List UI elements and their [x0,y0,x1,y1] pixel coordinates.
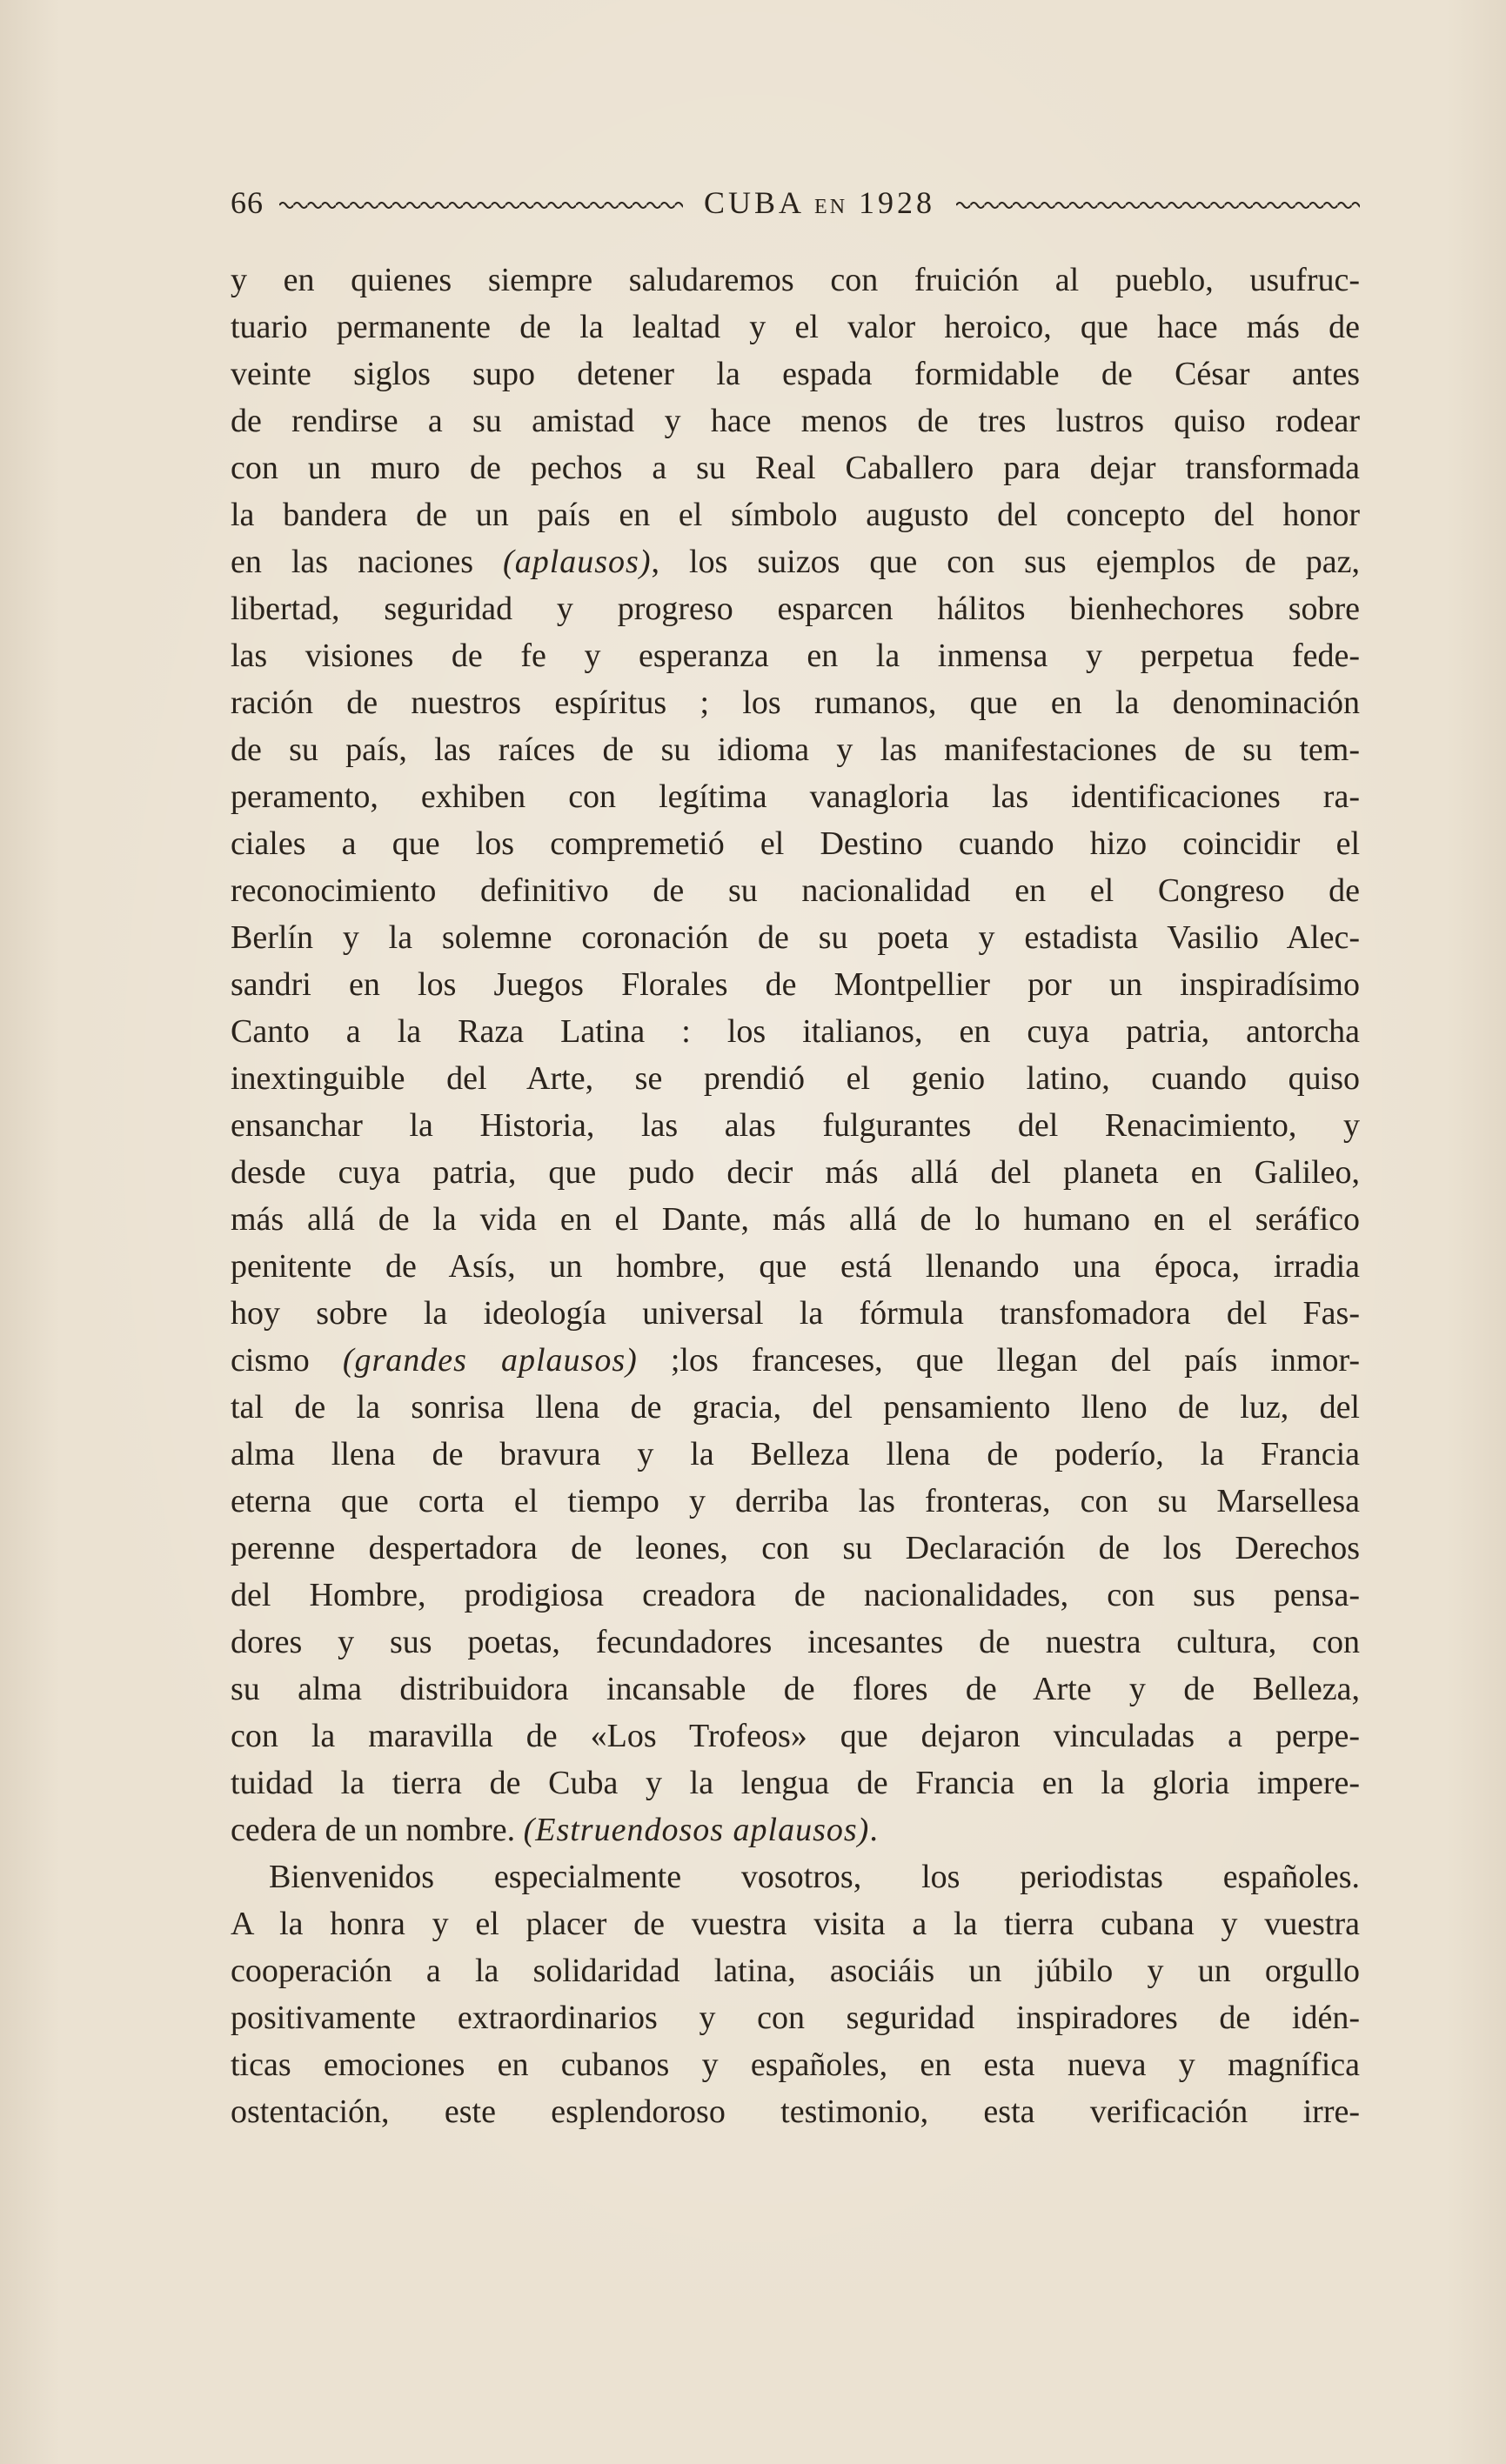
text-line [231,1478,1360,1525]
stage-direction: (Estruendosos aplausos) [523,1812,870,1848]
text-segment: alma llena de bravura y la Belleza llena de poderío, la Francia [231,1436,1360,1472]
text-line [231,2041,1360,2088]
text-line [231,444,1360,491]
text-segment: cooperación a la solidaridad latina, asociáis un júbilo y un orgullo [231,1953,1360,1989]
text-segment: A la honra y el placer de vuestra visita a la tierra cubana y vuestra [231,1906,1360,1942]
text-segment: las visiones de fe y esperanza en la inmensa y perpetua fede- [231,638,1360,674]
running-title-year: 1928 [859,185,936,220]
text-line [231,1853,1360,1900]
running-title-main: CUBA [703,185,804,220]
text-segment: Bienvenidos especialmente vosotros, los periodistas españoles. [269,1859,1360,1895]
text-segment: ración de nuestros espíritus ; los rumanos, que en la denominación [231,684,1360,721]
text-line [231,304,1360,351]
text-segment: y en quienes siempre saludaremos con fruición al pueblo, usufruc- [231,262,1360,298]
text-segment: tuidad la tierra de Cuba y la lengua de Francia en la gloria impere- [231,1765,1360,1801]
text-line [231,1525,1360,1572]
page-number: 66 [231,185,264,220]
text-line [231,351,1360,397]
text-segment: ciales a que los compremetió el Destino cuando hizo coincidir el [231,825,1360,862]
text-line [231,538,1360,585]
text-line [231,2088,1360,2135]
stage-direction: (aplausos) [503,544,652,580]
text-line [231,1196,1360,1243]
text-line [231,397,1360,444]
text-segment: con un muro de pechos a su Real Caballero para dejar transformada [231,450,1360,486]
text-segment: cismo [231,1342,343,1379]
text-line [231,1102,1360,1149]
text-segment: perenne despertadora de leones, con su Declaración de los Derechos [231,1530,1360,1566]
text-segment: . [869,1812,878,1848]
text-segment: tuario permanente de la lealtad y el valor heroico, que hace más de [231,309,1360,345]
text-line [231,867,1360,914]
text-line [231,632,1360,679]
text-line [231,1572,1360,1619]
text-line [231,1431,1360,1478]
text-segment: dores y sus poetas, fecundadores incesantes de nuestra cultura, con [231,1624,1360,1660]
text-segment: Berlín y la solemne coronación de su poeta y estadista Vasilio Alec- [231,919,1360,956]
text-line [231,585,1360,632]
text-line [231,1243,1360,1290]
text-segment: Canto a la Raza Latina : los italianos, en cuya patria, antorcha [231,1013,1360,1050]
text-segment: veinte siglos supo detener la espada formidable de César antes [231,356,1360,392]
text-segment: ;los franceses, que llegan del país inmor- [637,1342,1360,1379]
text-segment: libertad, seguridad y progreso esparcen hálitos bienhechores sobre [231,591,1360,627]
text-line [231,820,1360,867]
text-segment: más allá de la vida en el Dante, más allá de lo humano en el seráfico [231,1201,1360,1238]
text-segment: ostentación, este esplendoroso testimonio, esta verificación irre- [231,2093,1360,2130]
text-segment: positivamente extraordinarios y con seguridad inspiradores de idén- [231,2000,1360,2036]
text-segment: en las naciones [231,544,504,580]
text-line [231,1619,1360,1666]
text-segment: eterna que corta el tiempo y derriba las fronteras, con su Marsellesa [231,1483,1360,1519]
text-line [231,1055,1360,1102]
text-line [231,1384,1360,1431]
wavy-rule-right [956,199,1360,211]
text-line [231,1666,1360,1713]
text-segment: del Hombre, prodigiosa creadora de nacionalidades, con sus pensa- [231,1577,1360,1613]
text-line [231,1760,1360,1806]
running-title-preposition: EN [814,196,848,218]
text-segment: hoy sobre la ideología universal la fórmula transfomadora del Fas- [231,1295,1360,1332]
text-line [231,1900,1360,1947]
text-line [231,773,1360,820]
text-line [231,961,1360,1008]
text-line [231,679,1360,726]
text-segment: ensanchar la Historia, las alas fulgurantes del Renacimiento, y [231,1107,1360,1144]
text-segment: sandri en los Juegos Florales de Montpellier por un inspiradísimo [231,966,1360,1003]
running-header [231,181,1360,224]
running-title [704,184,935,221]
text-segment: de su país, las raíces de su idioma y las manifestaciones de su tem- [231,731,1360,768]
text-segment: la bandera de un país en el símbolo augusto del concepto del honor [231,497,1360,533]
stage-direction: (grandes aplausos) [342,1342,638,1379]
text-line [231,1713,1360,1760]
text-line [231,1947,1360,1994]
text-line [231,257,1360,304]
text-line [231,1337,1360,1384]
text-segment: cedera de un nombre. [231,1812,524,1848]
text-segment: peramento, exhiben con legítima vanagloria las identificaciones ra- [231,778,1360,815]
text-segment: , los suizos que con sus ejemplos de paz, [651,544,1360,580]
text-segment: reconocimiento definitivo de su nacionalidad en el Congreso de [231,872,1360,909]
text-segment: desde cuya patria, que pudo decir más allá del planeta en Galileo, [231,1154,1360,1191]
text-line [231,914,1360,961]
text-segment: de rendirse a su amistad y hace menos de tres lustros quiso rodear [231,403,1360,439]
text-segment: inextinguible del Arte, se prendió el genio latino, cuando quiso [231,1060,1360,1097]
text-line [231,1290,1360,1337]
wavy-rule-left [279,199,683,211]
text-line [231,1994,1360,2041]
text-segment: con la maravilla de «Los Trofeos» que dejaron vinculadas a perpe- [231,1718,1360,1754]
text-line [231,1008,1360,1055]
text-line [231,1806,1360,1853]
text-line [231,1149,1360,1196]
text-segment: tal de la sonrisa llena de gracia, del pensamiento lleno de luz, del [231,1389,1360,1426]
text-line [231,726,1360,773]
text-line [231,491,1360,538]
text-segment: ticas emociones en cubanos y españoles, en esta nueva y magnífica [231,2047,1360,2083]
body-text [231,257,1360,2135]
text-segment: penitente de Asís, un hombre, que está llenando una época, irradia [231,1248,1360,1285]
text-segment: su alma distribuidora incansable de flores de Arte y de Belleza, [231,1671,1360,1707]
